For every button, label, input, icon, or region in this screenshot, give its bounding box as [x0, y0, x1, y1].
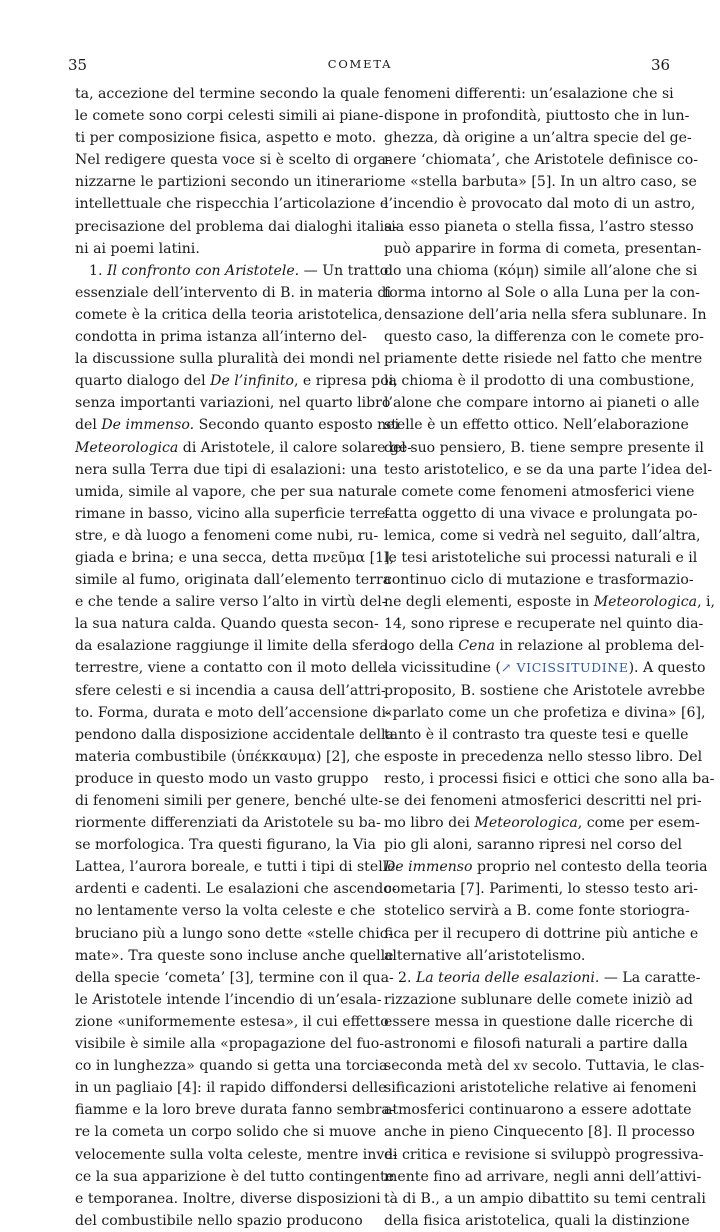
text-line: resto, i processi fisici e ottici che sono alla ba-: [384, 770, 715, 787]
text-line: sia esso pianeta o stella fissa, l’astro stesso: [384, 218, 694, 235]
text-line: la chioma è il prodotto di una combustione,: [384, 373, 695, 390]
text-line: stre, e dà luogo a fenomeni come nubi, ru-: [75, 527, 379, 544]
text-line: co in lunghezza» quando si getta una torcia: [75, 1058, 388, 1075]
text-line: bruciano più a lungo sono dette «stelle chio-: [75, 925, 393, 942]
text-line: del combustibile nello spazio producono: [75, 1212, 363, 1229]
text-line: no lentamente verso la volta celeste e che: [75, 903, 376, 920]
text-line: e temporanea. Inoltre, diverse disposizioni: [75, 1190, 381, 1207]
text-line: la sua natura calda. Quando questa secon-: [75, 616, 379, 633]
text-line: le Aristotele intende l’incendio di un’esala-: [75, 991, 382, 1008]
text-line: Nel redigere questa voce si è scelto di orga-: [75, 152, 391, 169]
text-line: ti per composizione fisica, aspetto e moto.: [75, 130, 377, 147]
text-line: della fisica aristotelica, quali la distinzione: [384, 1212, 690, 1229]
italic-text: Cena: [458, 638, 495, 655]
italic-text: La teoria delle esalazioni.: [415, 969, 600, 986]
text-line: priamente dette risiede nel fatto che mentre: [384, 351, 703, 368]
text-line: questo caso, la differenza con le comete pro-: [384, 329, 704, 346]
text-line: [384, 1055, 705, 1077]
text-segment: quarto dialogo del: [75, 373, 211, 390]
text-line: re la cometa un corpo solido che si muove: [75, 1124, 377, 1141]
text-line: riormente differenziati da Aristotele su ba-: [75, 815, 381, 832]
text-line: [75, 437, 413, 459]
text-line: ce la sua apparizione è del tutto contingente: [75, 1168, 395, 1185]
text-line: sificazioni aristoteliche relative ai fenomeni: [384, 1080, 697, 1097]
text-line: lemica, come si vedrà nel seguito, dall’altra,: [384, 527, 701, 544]
text-segment: 1.: [89, 262, 107, 279]
text-segment: seconda metà del: [384, 1058, 514, 1075]
text-segment: ). A questo: [628, 660, 706, 677]
text-line: astronomi e filosofi naturali a partire dalla: [384, 1036, 688, 1053]
text-line: tà di B., a un ampio dibattito su temi centrali: [384, 1190, 706, 1207]
left-text-column: [75, 83, 413, 1232]
text-segment: xv: [513, 1059, 528, 1074]
text-segment: — Un tratto: [299, 262, 389, 279]
text-line: in un pagliaio [4]: il rapido diffondersi delle: [75, 1080, 387, 1097]
text-segment: mo libro dei: [384, 815, 475, 832]
text-segment: di Aristotele, il calore solare ge-: [178, 439, 413, 456]
text-line: visibile è simile alla «propagazione del fuo-: [75, 1036, 385, 1053]
text-segment: , e ripresa poi,: [293, 373, 398, 390]
text-line: l’alone che compare intorno ai pianeti o alle: [384, 395, 700, 412]
text-segment: del: [75, 417, 102, 434]
text-line: giada e brina; e una secca, detta πνεῦμα [1],: [75, 549, 395, 566]
text-segment: Secondo quanto esposto nei: [194, 417, 400, 434]
text-line: simile al fumo, originata dall’elemento terra: [75, 572, 392, 589]
text-line: e che tende a salire verso l’alto in virtù del-: [75, 594, 387, 611]
text-line: continuo ciclo di mutazione e trasformazio-: [384, 572, 694, 589]
text-line: [384, 635, 705, 657]
text-line: nera sulla Terra due tipi di esalazioni: una: [75, 461, 378, 478]
text-line: forma intorno al Sole o alla Luna per la con-: [384, 284, 700, 301]
text-line: velocemente sulla volta celeste, mentre inve-: [75, 1146, 398, 1163]
text-line: anche in pieno Cinquecento [8]. Il processo: [384, 1124, 695, 1141]
text-line: [384, 591, 716, 613]
text-segment: in relazione al problema del-: [494, 638, 705, 655]
text-line: proposito, B. sostiene che Aristotele avrebbe: [384, 682, 706, 699]
text-line: stotelico servirà a B. come fonte storiogra-: [384, 903, 690, 920]
italic-text: Meteorologica: [593, 594, 698, 611]
text-line: ardenti e cadenti. Le esalazioni che ascendo-: [75, 881, 397, 898]
page-header: [0, 56, 720, 72]
text-line: da esalazione raggiunge il limite della sfera: [75, 638, 388, 655]
text-line: mate». Tra queste sono incluse anche quelle: [75, 947, 394, 964]
text-line: 14, sono riprese e recuperate nel quinto dia-: [384, 616, 704, 633]
text-segment: 2.: [398, 969, 416, 986]
cross-reference-link[interactable]: ↗ VICISSITUDINE: [500, 660, 629, 676]
text-line: pendono dalla disposizione accidentale della: [75, 726, 394, 743]
text-line: to. Forma, durata e moto dell’accensione di-: [75, 704, 391, 721]
text-line: può apparire in forma di cometa, presentan-: [384, 240, 702, 257]
text-line: della specie ‘cometa’ [3], termine con il qua-: [75, 969, 394, 986]
text-line: se morfologica. Tra questi figurano, la Via: [75, 837, 376, 854]
italic-text: De immenso: [384, 859, 473, 876]
text-line: essenziale dell’intervento di B. in materia di: [75, 284, 391, 301]
text-line: esposte in precedenza nello stesso libro. Del: [384, 748, 703, 765]
page-number-left: 35: [68, 56, 88, 74]
text-segment: , i,: [697, 594, 716, 611]
text-line: nizzarne le partizioni secondo un itinerario: [75, 174, 384, 191]
text-line: le comete come fenomeni atmosferici viene: [384, 483, 695, 500]
text-line: [75, 414, 400, 436]
italic-text: De l’infinito: [210, 373, 294, 390]
text-line: [75, 370, 398, 392]
text-line: dispone in profondità, piuttosto che in lun-: [384, 108, 690, 125]
text-line: le comete sono corpi celesti simili ai piane-: [75, 108, 384, 125]
text-segment: logo della: [384, 638, 459, 655]
text-line: [384, 657, 706, 679]
text-line: tanto è il contrasto tra queste tesi e quelle: [384, 726, 689, 743]
text-line: fiamme e la loro breve durata fanno sembra-: [75, 1102, 395, 1119]
italic-text: Meteorologica: [75, 439, 179, 456]
text-line: del suo pensiero, B. tiene sempre presente il: [384, 439, 704, 456]
text-line: ghezza, dà origine a un’altra specie del ge-: [384, 130, 692, 147]
text-line: sfere celesti e si incendia a causa dell’attri-: [75, 682, 386, 699]
text-line: me «stella barbuta» [5]. In un altro caso, se: [384, 174, 697, 191]
text-line: rimane in basso, vicino alla superficie terre-: [75, 505, 391, 522]
text-segment: la vicissitudine (: [384, 660, 501, 677]
text-line: se dei fenomeni atmosferici descritti nel pri-: [384, 793, 702, 809]
text-line: cometaria [7]. Parimenti, lo stesso testo ari-: [384, 881, 699, 898]
text-line: [384, 812, 700, 834]
text-line: terrestre, viene a contatto con il moto delle: [75, 660, 386, 677]
running-title: COMETA: [327, 57, 393, 71]
text-line: di critica e revisione si sviluppò progressiva-: [384, 1146, 704, 1163]
text-line: alternative all’aristotelismo.: [384, 947, 586, 964]
text-line: zione «uniformemente estesa», il cui effetto: [75, 1013, 389, 1030]
text-line: fenomeni differenti: un’esalazione che si: [384, 86, 674, 102]
text-line: Lattea, l’aurora boreale, e tutti i tipi di stelle: [75, 859, 396, 876]
text-line: nere ‘chiomata’, che Aristotele definisce co-: [384, 152, 699, 169]
text-line: essere messa in questione dalle ricerche di: [384, 1013, 693, 1030]
text-line: ta, accezione del termine secondo la quale: [75, 86, 380, 102]
text-line: [384, 856, 708, 878]
text-line: do una chioma (κόμη) simile all’alone che si: [384, 262, 698, 279]
italic-text: Il confronto con Aristotele.: [106, 262, 300, 279]
italic-text: De immenso.: [101, 417, 195, 434]
text-line: di fenomeni simili per genere, benché ulte-: [75, 793, 383, 809]
text-segment: ne degli elementi, esposte in: [384, 594, 594, 611]
text-line: pio gli aloni, saranno ripresi nel corso del: [384, 837, 682, 854]
text-line: fatta oggetto di una vivace e prolungata po-: [384, 505, 698, 522]
text-line: comete è la critica della teoria aristotelica,: [75, 306, 383, 323]
text-line: «parlato come un che profetiza e divina» [6],: [384, 704, 706, 721]
text-segment: secolo. Tuttavia, le clas-: [527, 1058, 705, 1075]
text-line: ni ai poemi latini.: [75, 240, 200, 257]
text-line: intellettuale che rispecchia l’articolazione e: [75, 196, 389, 213]
text-line: la discussione sulla pluralità dei mondi nel: [75, 351, 381, 368]
text-line: rizzazione sublunare delle comete iniziò ad: [384, 991, 693, 1008]
text-line: senza importanti variazioni, nel quarto libro: [75, 395, 391, 412]
text-line: condotta in prima istanza all’interno del-: [75, 329, 367, 346]
text-line: produce in questo modo un vasto gruppo: [75, 770, 369, 787]
text-line: densazione dell’aria nella sfera sublunare. In: [384, 306, 707, 323]
page-number-right: 36: [651, 56, 671, 74]
text-line: le tesi aristoteliche sui processi naturali e il: [384, 549, 698, 566]
right-text-column: [384, 83, 716, 1232]
text-line: mente fino ad arrivare, negli anni dell’attivi-: [384, 1168, 702, 1185]
text-line: fica per il recupero di dottrine più antiche e: [384, 925, 699, 942]
text-segment: proprio nel contesto della teoria: [472, 859, 708, 876]
text-line: atmosferici continuarono a essere adottate: [384, 1102, 692, 1119]
text-segment: , come per esem-: [577, 815, 700, 832]
text-segment: — La caratte-: [599, 969, 701, 986]
text-line: testo aristotelico, e se da una parte l’idea del-: [384, 461, 713, 478]
text-line: [75, 260, 389, 282]
text-line: precisazione del problema dai dialoghi italia-: [75, 218, 398, 235]
text-line: l’incendio è provocato dal moto di un astro,: [384, 196, 696, 213]
text-line: stelle è un effetto ottico. Nell’elaborazione: [384, 417, 689, 434]
text-line: umida, simile al vapore, che per sua natura: [75, 483, 386, 500]
text-line: materia combustibile (ὑπέκκαυμα) [2], che: [75, 748, 381, 765]
italic-text: Meteorologica: [474, 815, 578, 832]
text-line: [384, 967, 701, 989]
